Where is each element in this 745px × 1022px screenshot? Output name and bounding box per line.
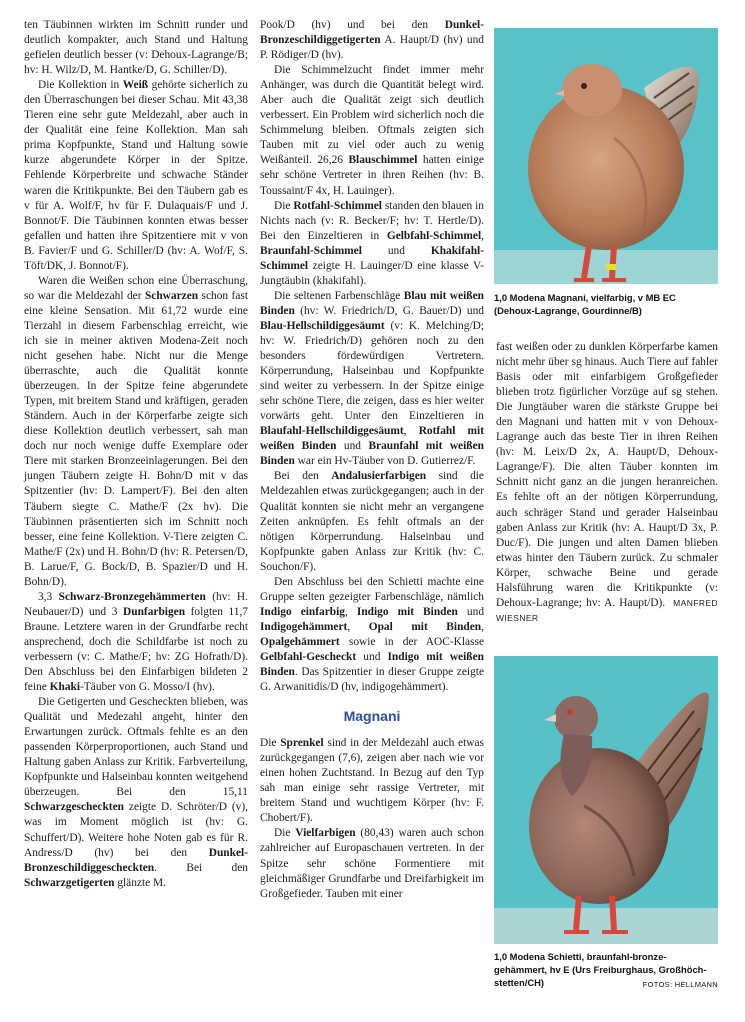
pigeon-schietti-image xyxy=(494,656,718,944)
author-name: MANFRED WIESNER xyxy=(496,597,718,623)
column-2 xyxy=(260,18,484,902)
paragraph: fast weißen oder zu dunklen Körperfarbe kamen nicht mehr über sg hinaus. Auch Tiere auf fahler Basis oder mit einfarbigem Großgefieder blieben trotz figürlicher Vorzüge auf sg stehen. Die Jungtäuber waren die stärkste Gruppe bei den Magnani und hatten mit v von Dehoux-Lagrange auch das beste Tier in ihren Reihen (hv: M. Leix/D 2x, A. Haupt/D, Dehoux-Lagrange/F). Die alten Täuber konnten im Schnitt nicht ganz an die jungen heranreichen. Es fehlte oft an der nötigen Körperrundung, auch schräger Stand und gerader Halseinbau gaben Anlass zur Kritik (hv: A. Haupt/D 3x, P. Duc/F). Die jungen und alten Damen blieben etwas hinter den Täubern zurück. Zu schmaler Körper, schwache Beine und gerade Halsführung waren die Kritikpunkte (v: Dehoux-Lagrange; hv: A. Haupt/D). MANFRED WIESNER xyxy=(496,341,718,623)
paragraph: Bei den Andalusierfarbigen sind die Meldezahlen etwas zurückgegangen; auch in der Qualität konnten sie nicht mehr an vergangene Zeiten anknüpfen. Es fehlt oftmals an der nötigen Körperrundung. Halseinbau und Kopfpunkte gaben Anlass zur Kritik (hv: C. Souchon/F). xyxy=(260,470,484,573)
column-3 xyxy=(496,340,718,626)
paragraph: Die Schimmelzucht findet immer mehr Anhänger, was durch die Quantität belegt wird. Aber auch die Qualität zeigt sich deutlich verbessert. Ein Problem wird sicherlich noch die Schimmelung bleiben. Oftmals zeigten sich Tauben mit zu viel oder auch zu wenig Weißanteil. 26,26 Blauschimmel hatten einige sehr schöne Vertreter in ihren Reihen (hv: B. Toussaint/F 4x, H. Lauinger). xyxy=(260,64,484,197)
pigeon-photo-magnani xyxy=(494,28,718,284)
paragraph: Die Sprenkel sind in der Meldezahl auch etwas zurückgegangen (7,6), zeigen aber nach wie vor einen hohen Zuchtstand. In Bezug auf den Typ sah man einige sehr rassige Vertreter, mit breitem Stand und wuchtigem Körper (hv: F. Chobert/F). xyxy=(260,737,484,825)
paragraph: Die Getigerten und Gescheckten blieben, was Qualität und Medezahl angeht, hinter den Erwartungen zurück. Oftmals fehlte es an den passenden Körperproportionen, auch Stand und Haltung gaben Anlass zur Kritik. Farbverteilung, Kopfpunkte und Halseinbau konnten weitgehend überzeugen. Bei den 15,11 Schwarzgescheckten zeigte D. Schröter/D (v), was im Moment möglich ist (hv: G. Schuffert/D). Weitere hohe Noten gab es für R. Andress/D (hv) bei den Dunkel-Bronzeschildiggescheckten. Bei den Schwarzgetigerten glänzte M. xyxy=(24,696,248,889)
pigeon-magnani-image xyxy=(494,28,718,284)
paragraph: Den Abschluss bei den Schietti machte eine Gruppe selten gezeigter Farbenschläge, nämlich Indigo einfarbig, Indigo mit Binden und Indigogehämmert, Opal mit Binden, Opalgehämmert sowie in der AOC-Klasse Gelbfahl-Gescheckt und Indigo mit weißen Binden. Das Spitzentier in dieser Gruppe zeigte G. Arwanitidis/D (hv, indigogehämmert). xyxy=(260,575,485,694)
section-heading: Magnani xyxy=(343,708,401,725)
photo-caption: 1,0 Modena Schietti, braunfahl-bronze- gehämmert, hv E (Urs Freiburghaus, Großhöch- stetten/CH) FOTOS: HELLMANN xyxy=(494,951,718,989)
paragraph: Die Rotfahl-Schimmel standen den blauen in Nichts nach (v: R. Becker/F; hv: T. Hertle/D). Bei den Einzeltieren in Gelbfahl-Schimmel, Braunfahl-Schimmel und Khakifahl-Schimmel zeigte H. Lauinger/D eine klasse V-Jungtäubin (khakifahl). xyxy=(260,199,485,287)
paragraph: 3,3 Schwarz-Bronzegehämmerten (hv: H. Neubauer/D) und 3 Dunfarbigen folgten 11,7 Braune. Letztere waren in der Grundfarbe recht ansprechend, doch die Schildfarbe ist noch zu verbessern (v: C. Mathe/F; hv: ZG Hofrath/D). Den Abschluss bei den Einfarbigen bildeten 2 feine Khaki-Täuber von G. Mosso/I (hv). xyxy=(24,590,248,694)
pigeon-photo-schietti xyxy=(494,656,718,944)
paragraph: Pook/D (hv) und bei den Dunkel-Bronzeschildiggetigerten A. Haupt/D (hv) und P. Rödiger/D (hv). xyxy=(260,19,484,62)
photo-caption: 1,0 Modena Magnani, vielfarbig, v MB EC (Dehoux-Lagrange, Gourdinne/B) xyxy=(494,292,676,316)
paragraph: ten Täubinnen wirkten im Schnitt runder und deutlich kompakter, auch Stand und Haltung gefielen deutlich besser (v: Dehoux-Lagrange/B; hv: H. Wilz/D, M. Hantke/D, G. Schiller/D). xyxy=(24,19,248,77)
column-1 xyxy=(24,18,248,891)
paragraph: Waren die Weißen schon eine Überraschung, so war die Meldezahl der Schwarzen schon fast eine kleine Sensation. Mit 61,72 wurde eine Tierzahl in diesem Farbenschlag erreicht, wie ich sie in meiner aktiven Modena-Zeit noch nicht gesehen habe. Nicht nur die Menge überraschte, auch die Qualität konnte überzeugen. In der Spitze feine abgerundete Typen, mit breitem Stand und kräftigen, geraden Ständern. Auch in der Körperfarbe zeigte sich diese Kollektion deutlich verbessert, sah man doch nur noch wenige duffe Exemplare oder Tiere mit starken Bronzeeinlagerungen. Bei den jungen Täubern zeigte H. Bohn/D mit v das Spitzentier (hv: D. Lampert/F). Bei den alten Täubern siegte C. Mathe/F (2x hv). Die Täubinnen präsentierten sich im Schnitt noch besser, eine feine Kollektion. V-Tiere zeigten C. Mathe/F (2x) und H. Bohn/D (hv: R. Petersen/D, B. Larue/F, G. Bock/D, B. Spazier/D und H. Bohn/D). xyxy=(24,274,248,588)
paragraph: Die Kollektion in Weiß gehörte sicherlich zu den Überraschungen bei dieser Schau. Mit 43,38 Tieren eine sehr gute Meldezahl, aber auch in der Qualität eine feine Kollektion. Man sah prima Kopfpunkte, Stand und Haltung sowie kurze abgerundete Körper in der Spitze. Fehlende Körperbreite und schwache Ständer waren die Kritikpunkte. Bei den Täubern gab es v für A. Wolf/F, hv für F. Dulaquais/F und J. Bonnot/F. Die Täubinnen konnten etwas besser gefallen und hatten ihre Spitzentiere mit v von B. Favier/F und G. Schiller/D (hv: A. Wof/F, S. Töft/DK, J. Bonnot/F). xyxy=(24,79,249,272)
paragraph: Die seltenen Farbenschläge Blau mit weißen Binden (hv: W. Friedrich/D, G. Bauer/D) und Blau-Hellschildiggesäumt (v: K. Melching/D; hv: W. Friedrich/D) gehören noch zu den besonders fördewürdigen Vertretern. Körperrundung, Halseinbau und Kopfpunkte sind weiter zu verbessern. In der Spitze einige sehr schöne Tiere, die zeigen, dass es hier weiter vorwärts geht. Unter den Einzeltieren in Blaufahl-Hellschildiggesäumt, Rotfahl mit weißen Binden und Braunfahl mit weißen Binden war ein Hv-Täuber von D. Gutierrez/F. xyxy=(260,289,484,468)
paragraph: Die Vielfarbigen (80,43) waren auch schon zahlreicher auf Europaschauen vertreten. In der Spitze sehr schöne Formentiere mit gleichmäßiger Grundfarbe und Dreifarbigkeit im Großgefieder. Tauben mit einer xyxy=(260,827,485,900)
photo-credit: FOTOS: HELLMANN xyxy=(642,980,718,989)
